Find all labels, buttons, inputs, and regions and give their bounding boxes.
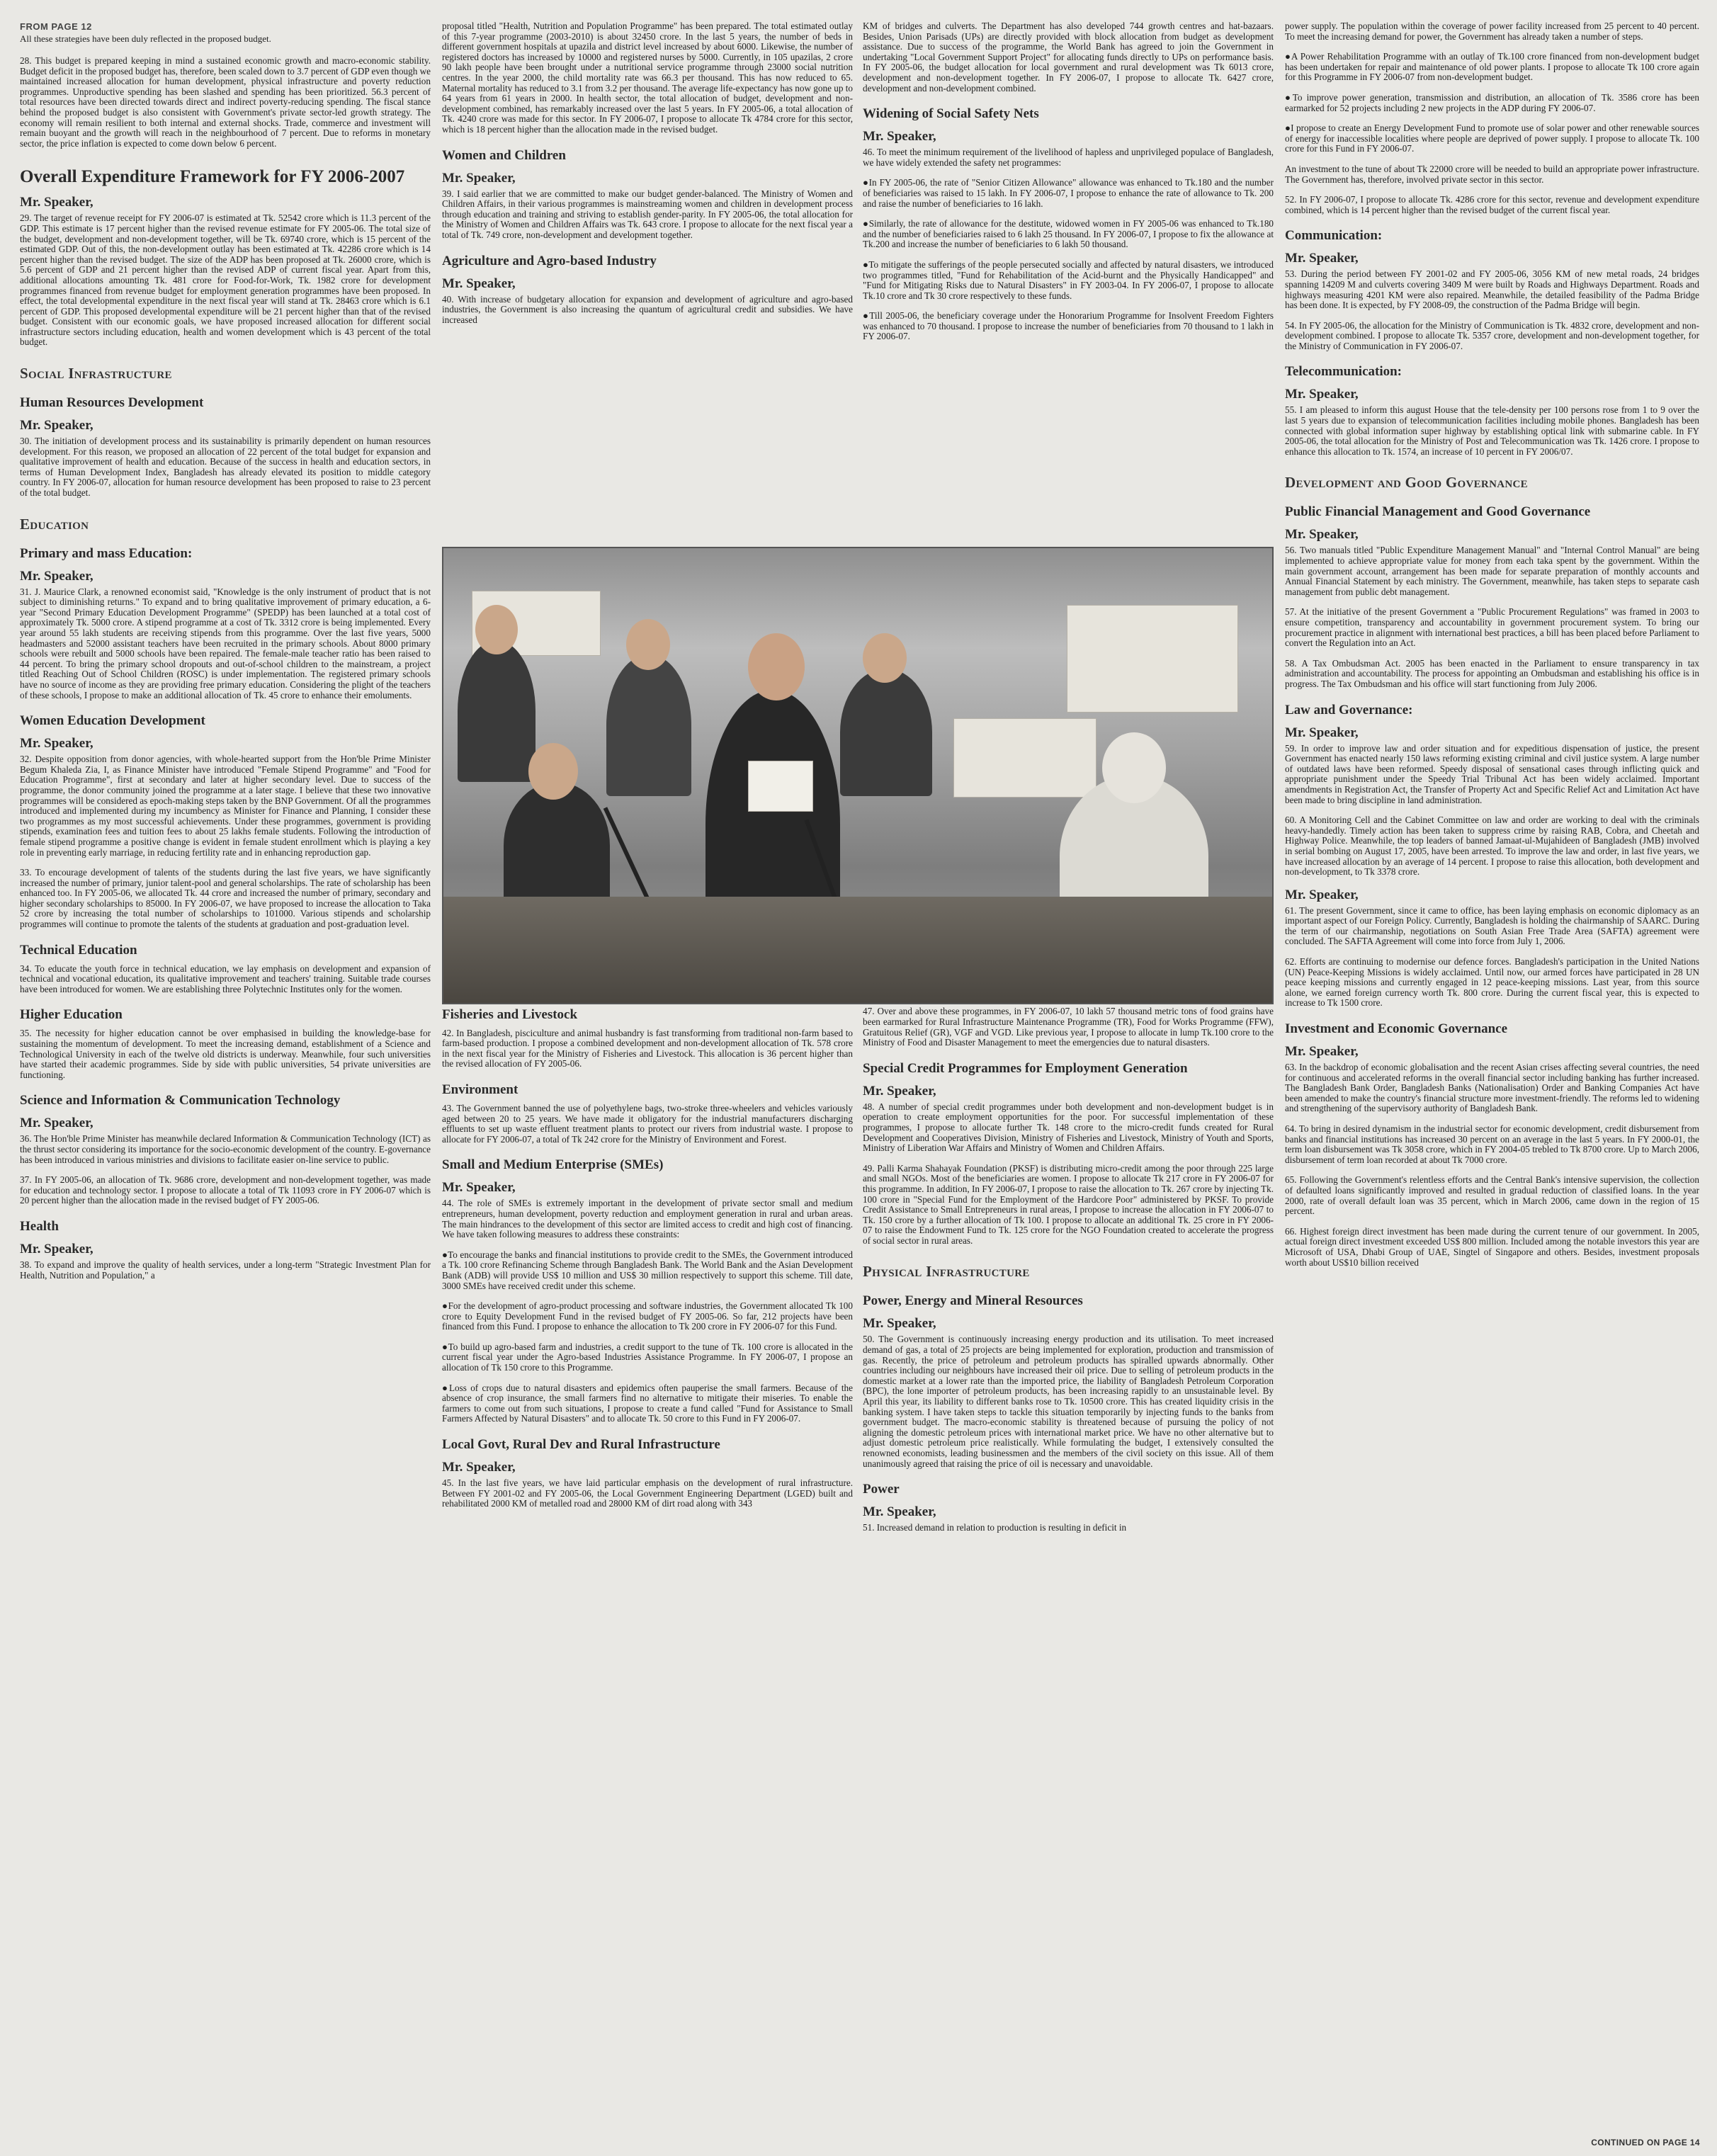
paragraph-40: 40. With increase of budgetary allocation for expansion and development of agriculture and agro-based industries, the Government is also increasing the quantum of agricultural credit and subsidies. We have increased	[442, 293, 853, 325]
paragraph-38: 38. To expand and improve the quality of health services, under a long-term "Strategic Investment Plan for Health, Nutrition and Population," a	[20, 1259, 431, 1281]
parliament-photo	[442, 547, 1274, 1004]
paragraph-31: 31. J. Maurice Clark, a renowned economist said, "Knowledge is the only instrument of product that is not subject to diminishing returns." To expand and to bring qualitative improvement of primary education, a 6-year "Second Primary Education Development Programme" (SPEDP) has been launched at a total cost of approximately Tk. 5000 crore. A stipend programme at a cost of Tk. 3312 crore is being implemented. Every year around 55 lakh students are receiving stipends from this programme. Over the last five years, 5000 headmasters and 52000 assistant teachers have been recruited in the primary schools. About 8000 primary schools were rebuilt and 5000 schools have been repaired. The female-male teacher ratio has been raised to 44 percent. To bring the primary school dropouts and out-of-school children to the mainstream, a project titled Reaching Out of School Children (ROSC) is under implementation. The registered primary schools have no source of income as they are providing free primary education. Considering the plight of the teachers of these schools, I propose to make an additional allocation of Tk. 45 crore to enhance their emoluments.	[20, 586, 431, 700]
heading-higher-education: Higher Education	[20, 1007, 123, 1023]
heading-law-governance: Law and Governance:	[1285, 702, 1413, 717]
speaker-label: Mr. Speaker,	[442, 1460, 516, 1475]
paragraph-58: 58. A Tax Ombudsman Act. 2005 has been enacted in the Parliament to ensure transparency in tax administration and accountability. The process for appointing an Ombudsman and establishing his office is in progress. The Tax Ombudsman and his office will start functioning from July 2006.	[1285, 657, 1699, 689]
paragraph-52: 52. In FY 2006-07, I propose to allocate Tk. 4286 crore for this sector, revenue and development expenditure combined, which is 14 percent higher than the revised budget of the current fiscal year.	[1285, 194, 1699, 215]
paragraph-50: 50. The Government is continuously increasing energy production and its utilisation. To meet increased demand of gas, a total of 25 projects are being implemented for exploration, production and transmission of gas. Recently, the price of petroleum and petroleum products has spiralled upwards abnormally. Other countries including our neighbours have increased their oil price. Due to selling of petroleum products in the domestic market at a lower rate than the imported price, the liability of Bangladesh Petroleum Corporation (BPC), the lone importer of petroleum products, has been increasing rapidly to an unsustainable level. By April this year, its liability to different banks rose to Tk. 10500 crore. This has created liquidity crisis in the banking system. I have taken steps to tackle this situation temporarily by injecting funds to the banks from government budget. The macro-economic stability is threatened because of pursuing the policy of not aligning the domestic petroleum prices with international market price. We have no other alternative but to adjust domestic petroleum price realistically. While formulating the budget, I extensively consulted the renowned economists, leading businessmen and the members of the civil society on this issue. All of them unanimously agreed that raising the price of oil is necessary and unavoidable.	[863, 1334, 1274, 1469]
category-education: Education	[20, 515, 89, 533]
person-figure	[458, 640, 536, 782]
speaker-label: Mr. Speaker,	[1285, 527, 1359, 543]
lead-line: All these strategies have been duly reflected in the proposed budget.	[20, 33, 271, 44]
speaker-label: Mr. Speaker,	[20, 418, 94, 433]
paragraph-34: 34. To educate the youth force in technical education, we lay emphasis on development and expansion of technical and vocational education, its qualitative improvement and teachers' training. Suitable trade courses have been introduced for women. We are establishing three Polytechnic Institutes only for the women.	[20, 963, 431, 994]
paragraph-45: 45. In the last five years, we have laid particular emphasis on the development of rural infrastructure. Between FY 2001-02 and FY 2005-06, the Local Government Engineering Department (LGED) built and rehabilitated 2000 KM of metalled road and 28000 KM of dirt road along with 343	[442, 1477, 853, 1509]
continued-label: CONTINUED ON PAGE 14	[1591, 2138, 1700, 2148]
heading-special-credit: Special Credit Programmes for Employment Generation	[863, 1060, 1188, 1076]
person-head	[475, 605, 518, 654]
paragraph-32: 32. Despite opposition from donor agencies, with whole-hearted support from the Hon'ble Prime Minister Begum Khaleda Zia, I, as Finance Minister have introduced "Female Stipend Programme" and "Food for Education Programme", first at secondary and later at higher secondary level. Due to success of the programme, the donor community joined the programme at a later stage. I believe that these two innovative programmes will be considered as epoch-making steps taken by the BNP Government. Of all the programmes introduced and implemented during my incumbency as Minister for Finance and Planning, I consider these two programmes as my most successful achievements. Under these programmes, government is providing stipends, examination fees and tuition fees to about 25 lakhs female students. Following the introduction of female stipend programme a positive change is evident in female student enrollment which is playing a key role in preventing early marriage, in reducing fertility rate and in enhancing reproduction gap.	[20, 754, 431, 858]
paragraph-30: 30. The initiation of development process and its sustainability is primarily dependent on human resources development. For this reason, we proposed an allocation of 22 percent of the total budget for expansion and qualitative improvement of health and education. Because of the success in health and education sectors, in terms of Human Development Index, Bangladesh has already elevated its position to middle category country. In FY 2006-07, allocation for human resource development has been proposed to raise to 23 percent of the total budget.	[20, 436, 431, 499]
speaker-label: Mr. Speaker,	[1285, 251, 1359, 266]
speaker-label: Mr. Speaker,	[442, 1180, 516, 1196]
speaker-label: Mr. Speaker,	[1285, 1044, 1359, 1060]
bullet-46b: ● Similarly, the rate of allowance for the destitute, widowed women in FY 2005-06 was enhanced to Tk.180 and the number of beneficiaries raised to 6 lakh 25 thousand. In FY 2006-07, I propose to fix the allowance at Tk.200 and increase the number of beneficiaries to 6 lakh 50 thousand.	[863, 219, 1274, 250]
paragraph-45-cont: KM of bridges and culverts. The Department has also developed 744 growth centres and hat-bazaars. Besides, Union Parisads (UPs) are directly provided with block allocation from budget as development assistance. Due to success of the programme, the World Bank has agreed to join the Government in undertaking "Local Government Support Project" for allocating funds directly to UPs on performance basis. In FY 2005-06, the budget allocation for local government and rural development was Tk 6013 crore, development and non-development together. In FY 2006-07, I propose to allocate Tk. 6427 crore, development and non-development combined.	[863, 21, 1274, 93]
paragraph-55: 55. I am pleased to inform this august House that the tele-density per 100 persons rose from 1 to 9 over the last 5 years due to expansion of telecommunication facilities including mobile phones. Bangladesh has been connected with global information super highway by establishing optical link with submarine cable. In FY 2005-06, the total allocation for the Ministry of Post and Telecommunication was Tk. 1426 crore. I propose to enhance this allocation to Tk. 1574, an increase of 10 percent in FY 2006/07.	[1285, 404, 1699, 457]
speaker-label: Mr. Speaker,	[20, 736, 94, 751]
paper-stack	[953, 718, 1096, 798]
category-physical-infrastructure: Physical Infrastructure	[863, 1263, 1030, 1281]
paragraph-51-investment: An investment to the tune of about Tk 22000 crore will be needed to build an appropriate power infrastructure. The Government has, therefore, involved private sector in this sector.	[1285, 163, 1699, 185]
speaker-label: Mr. Speaker,	[863, 1316, 936, 1332]
speaker-head	[748, 633, 805, 700]
speaker-label: Mr. Speaker,	[1285, 387, 1359, 402]
paragraph-60: 60. A Monitoring Cell and the Cabinet Committee on law and order are working to deal with the criminals heavy-handedly. Timely action has been taken to suppress crime by raising RAB, Cobra, and Cheetah and Highway Police. Meanwhile, the top leaders of banned Jamaat-ul-Mujahideen of Bangladesh (JMB) involved in serial bombing on August 17, 2005, have been arrested. To improve the law and order, in last five years, we have increased allocation by an average of 14 percent. I propose to raise this allocation, both development and non-development, to Tk 3378 crore.	[1285, 815, 1699, 878]
speaker-label: Mr. Speaker,	[20, 568, 94, 584]
category-development-governance: Development and Good Governance	[1285, 474, 1528, 492]
person-head	[863, 633, 907, 683]
paragraph-62: 62. Efforts are continuing to modernise our defence forces. Bangladesh's participation in the United Nations (UN) Peace-Keeping Missions is widely acclaimed. Until now, our armed forces have participated in 28 UN peace keeping missions and currently engaged in 12 peace-keeping missions. Last year, from this source alone, we earned foreign currency worth Tk. 800 crore. During the current fiscal year, this is expected to increase to Tk 1500 crore.	[1285, 956, 1699, 1009]
column-4	[1285, 21, 1699, 1278]
bullet-46c: ● To mitigate the sufferings of the people persecuted socially and affected by natural disasters, we introduced two programmes titled, "Fund for Rehabilitation of the Acid-burnt and the Physically Handicapped" and "Fund for Mitigating Risks due to Natural Disasters" in FY 2003-04. In FY 2006-07, I propose to allocate Tk.10 crore and Tk 30 crore respectively to these funds.	[863, 260, 1274, 301]
microphone	[604, 807, 650, 898]
paragraph-47: 47. Over and above these programmes, in FY 2006-07, 10 lakh 57 thousand metric tons of food grains have been earmarked for Rural Infrastructure Maintenance Programme (TR), Food for Works Programme (FFW), Gratuitous Relief (GR), VGF and VGD. Like previous year, I propose to allocate in lump Tk.100 crore to the Ministry of Food and Disaster Management to meet the emergencies due to natural disasters.	[863, 1006, 1274, 1048]
paragraph-42: 42. In Bangladesh, pisciculture and animal husbandry is fast transforming from traditional non-farm based to farm-based production. I propose a combined development and non-development allocation of Tk. 578 crore in the next fiscal year for the Ministry of Fisheries and Livestock. This allocation is 36 percent higher than the revised allocation of FY 2005-06.	[442, 1027, 853, 1070]
paragraph-36: 36. The Hon'ble Prime Minister has meanwhile declared Information & Communication Technology (ICT) as the thrust sector considering its importance for the socio-economic development of the country. E-governance has been introduced in various ministries and divisions to facilitate easier on-line service to public.	[20, 1133, 431, 1165]
heading-women-children: Women and Children	[442, 147, 566, 163]
speaker-label: Mr. Speaker,	[863, 1083, 936, 1099]
heading-health: Health	[20, 1218, 59, 1234]
bullet-44d: ● Loss of crops due to natural disasters and epidemics often pauperise the small farmers. Because of the absence of crop insurance, the small farmers find no alternative to mitigate their miseries. To enable the farmers to come out from such situations, I propose to create a fund called "Fund for Assistance to Small Farmers Affected by Natural Disasters" and to allocate Tk. 50 crore to this Fund in FY 2006-07.	[442, 1383, 853, 1424]
heading-power-energy: Power, Energy and Mineral Resources	[863, 1293, 1083, 1309]
person-figure	[504, 782, 610, 909]
heading-public-financial-management: Public Financial Management and Good Governance	[1285, 504, 1591, 520]
speaker-label: Mr. Speaker,	[442, 170, 516, 186]
paragraph-33: 33. To encourage development of talents of the students during the last five years, we have significantly increased the number of primary, junior talent-pool and general scholarships. The rate of scholarship has been enhanced too. In FY 2005-06, we allocated Tk. 44 crore and increased the number of primary, secondary and higher secondary scholarships to 85000. In FY 2006-07, we have proposed to increase the allocation to Taka 52 crore by increasing the total number of scholarships to 101000. Various stipends and scholarship programmes will continue to promote the talents of the students at graduation and post-graduation level.	[20, 867, 431, 930]
speaker-label: Mr. Speaker,	[863, 129, 936, 144]
heading-fisheries: Fisheries and Livestock	[442, 1006, 578, 1022]
heading-women-education: Women Education Development	[20, 713, 205, 729]
desk	[443, 897, 1272, 1003]
bullet-44c: ● To build up agro-based farm and industries, a credit support to the tune of Tk. 100 crore is allocated in the current fiscal year under the Agro-based Industries Assistance Programme. In FY 2006-07, I propose an allocation of Tk 150 crore to this Programme.	[442, 1342, 853, 1373]
bullet-46d: ● Till 2005-06, the beneficiary coverage under the Honorarium Programme for Insolvent Freedom Fighters was enhanced to 70 thousand. I propose to increase the number of beneficiaries from 70 thousand to 1 lakh in FY 2006-07.	[863, 311, 1274, 342]
heading-agriculture: Agriculture and Agro-based Industry	[442, 253, 657, 268]
paragraph-28: 28. This budget is prepared keeping in mind a sustained economic growth and macro-economic stability. Budget deficit in the proposed budget has, therefore, been scaled down to 3.7 percent of GDP even though we maintained increased allocation for human development, physical infrastructure and poverty reduction programmes. Unproductive spending has been slashed and spending has been prioritized. 56.3 percent of total resources have been directed towards direct and indirect poverty-reducing spending. The fiscal stance behind the proposed budget is also consistent with Government's private sector-led growth strategy. The economy will remain resilient to both internal and external shocks. Trade, commerce and investment will remain buoyant and the growth will reach in the neighbourhood of 7 percent. Due to reforms in monetary sector, the price inflation is expected to come down below 6 percent.	[20, 55, 431, 149]
speaker-label: Mr. Speaker,	[20, 1241, 94, 1256]
person-figure	[606, 654, 691, 796]
speaker-label: Mr. Speaker,	[1285, 725, 1359, 740]
paragraph-43: 43. The Government banned the use of polyethylene bags, two-stroke three-wheelers and vehicles variously aged between 20 to 25 years. We have made it obligatory for the industrial manufacturers discharging effluents to set up waste effluent treatment plants to protect our rivers from industrial waste. I propose to allocate for FY 2006-07, a total of Tk 242 crore for the Ministry of Environment and Forest.	[442, 1102, 853, 1145]
paragraph-63: 63. In the backdrop of economic globalisation and the recent Asian crises affecting several countries, the need for continuous and accelerated reforms in the overall financial sector including banking has further increased. The Bangladesh Bank Order, Bangladesh Banks (Nationalisation) Order and Banking Companies Act have been amended to make the country's financial structure more investment-friendly. The reforms led to widening and strengthening of the supervisory authority of Bangladesh Bank.	[1285, 1062, 1699, 1114]
heading-science-ict: Science and Information & Communication Technology	[20, 1093, 341, 1108]
column-1	[20, 21, 431, 1290]
paragraph-49: 49. Palli Karma Shahayak Foundation (PKSF) is distributing micro-credit among the poor through 225 large and small NGOs. Most of the beneficiaries are women. I propose to allocate Tk 217 crore in FY 2006-07 for this programme. In addition, In FY 2006-07, I propose to raise the allocation to Tk. 267 crore by injecting Tk. 100 crore in "Special Fund for the Employment of the Hardcore Poor" administered by PKSF. To provide Credit Assistance to Small Entrepreneurs in rural areas, I propose to increase the allocation in FY 2006-07 to Tk. 150 crore by a further allocation of Tk 100. I propose to allocate an additional Tk. 25 crore in FY 2006-07 to raise the Endowment Fund to Tk. 125 crore for the NGO Foundation created to accelerate the progress of social sector in rural areas.	[863, 1162, 1274, 1246]
paragraph-51: 51. Increased demand in relation to production is resulting in deficit in	[863, 1522, 1127, 1533]
paragraph-39: 39. I said earlier that we are committed to make our budget gender-balanced. The Ministry of Women and Children Affairs, in their various programmes is mainstreaming women and children in development process through education and training and striving to establish gender-parity. In FY 2005-06, the total allocation for the Ministry of Women and Children Affairs was Tk. 643 crore. I propose to allocate for the next fiscal year a total of Tk. 749 crore, non-development and development together.	[442, 188, 853, 240]
paragraph-66: 66. Highest foreign direct investment has been made during the current tenure of our government. In 2005, actual foreign direct investment exceeded US$ 800 million. Included among the notable investors this year are Microsoft of USA, Dhabi Group of UAE, Singtel of Singapore and others. Besides, investment proposals worth about US$10 billion received	[1285, 1225, 1699, 1268]
speech-paper	[748, 761, 813, 812]
paragraph-29: 29. The target of revenue receipt for FY 2006-07 is estimated at Tk. 52542 crore which is 11.3 percent of the GDP. This estimate is 17 percent higher than the revised revenue estimate for FY 2005-06. The total size of the budget, development and non-development together, will be Tk. 69740 crore, which is 15 percent of the estimated GDP. Out of this, the non-development outlay has been estimated at Tk. 42286 crore which is 14 percent higher than the revised budget. The size of the ADP has been proposed at Tk. 26000 crore, which is 5.6 percent of GDP and 21 percent higher than the revised ADP of current fiscal year. Apart from this, additional allocations amounting Tk. 481 crore for Food-for-Work, Tk. 1982 crore for development programmes financed from revenue budget for employment generation programmes have been proposed. In effect, the total developmental expenditure in the next fiscal year will stand at Tk. 28463 crore which is 6.1 percent of GDP. This proposed developmental expenditure will be 21 percent higher than that of the revised budget. Consistent with our economic goals, we have proposed increased allocation for different social infrastructure sectors including education, health and women development which is 43 percent of the total budget.	[20, 212, 431, 348]
paragraph-57: 57. At the initiative of the present Government a "Public Procurement Regulations" was framed in 2003 to ensure competition, transparency and accountability in government procurement system. To bring our procurement practice in alignment with international best practices, a bill has been placed before Parliament to convert the Regulation into an Act.	[1285, 606, 1699, 649]
heading-telecommunication: Telecommunication:	[1285, 364, 1402, 380]
paragraph-46: 46. To meet the minimum requirement of the livelihood of hapless and unprivileged populace of Bangladesh, we have widely extended the safety net programmes:	[863, 147, 1274, 168]
bullet-46a: ● In FY 2005-06, the rate of "Senior Citizen Allowance" allowance was enhanced to Tk.180 and the number of beneficiaries was raised to 15 lakh. In FY 2006-07, I propose to enhance the rate of allowance to Tk. 200 and raise the number of beneficiaries to 16 lakh.	[863, 178, 1274, 209]
paper-stack	[1067, 605, 1238, 713]
paragraph-48: 48. A number of special credit programmes under both development and non-development budget is in operation to create employment opportunities for the poor. For successful implementation of these programmes, I propose to allocate further Tk. 148 crore to the micro-credit funds created for Rural Development and Cooperatives Division, Ministry of Fisheries and Livestock, Ministry of Youth and Sports, Ministry of Liberation War Affairs and Ministry of Women and Children Affairs.	[863, 1101, 1274, 1154]
from-page-label: FROM PAGE 12	[20, 21, 92, 32]
speaker-label: Mr. Speaker,	[20, 195, 94, 210]
paragraph-37: 37. In FY 2005-06, an allocation of Tk. 9686 crore, development and non-development together, was made for education and technology sector. I propose to allocate a total of Tk 11093 crore in FY 2006-07 which is 20 percent higher than the allocation made in the revised budget of FY 2005-06.	[20, 1174, 431, 1206]
paragraph-38-cont: proposal titled "Health, Nutrition and Population Programme" has been prepared. The total estimated outlay of this 7-year programme (2003-2010) is about 32450 crore. In the last 5 years, the number of beds in different government hospitals at upazila and district level increased by about 6000. Likewise, the number of registered doctors has increased by 10000 and registered nurses by 5000. Currently, in 105 upazilas, 2 crore 90 lakh people have been brought under a nutritional service programme through 23000 social nutrition centres. In the year 2000, the child mortality rate was 66.3 per thousand. This has now reduced to 65. Maternal mortality has reduced to 3.1 from 3.2 per thousand. The average life-expectancy has now gone up to 64 years from 61 years in 2000. In health sector, the total allocation of budget, development and non-development combined, has remarkably increased over the last 5 years. In FY 2005-06, a total allocation of Tk. 4240 crore was made for this sector. In FY 2006-07, I propose to allocate Tk 4784 crore for this sector, which is 18 percent higher than the allocation made in the revised budget.	[442, 21, 853, 135]
heading-local-govt: Local Govt, Rural Dev and Rural Infrastructure	[442, 1437, 720, 1453]
heading-overall-expenditure: Overall Expenditure Framework for FY 2006-2007	[20, 167, 405, 187]
paragraph-59: 59. In order to improve law and order situation and for expeditious dispensation of justice, the present Government has enacted nearly 150 laws reforming existing criminal and civil justice system. A large number of outdated laws have been reformed. Speedy disposal of sensational cases through inflicting quick and appropriate punishment under the Speedy Trial Tribunal Act has been widely acclaimed. Important amendments in Registration Act, the Transfer of Property Act and Specific Relief Act and Limitation Act have been made to bring discipline in land administration.	[1285, 742, 1699, 805]
heading-environment: Environment	[442, 1082, 518, 1097]
speaker-label: Mr. Speaker,	[442, 276, 516, 291]
paragraph-51-cont: power supply. The population within the coverage of power facility increased from 25 percent to 40 percent. To meet the increasing demand for power, the Government has already taken a number of steps.	[1285, 21, 1699, 42]
paragraph-56: 56. Two manuals titled "Public Expenditure Management Manual" and "Internal Control Manual" are being implemented to achieve appropriate value for money from each taka spent by the government. Within the main government account, arrangement has been made for separate preparation of monthly accounts and Annual Financial Statement by each ministry. The Government, meanwhile, has taken steps to separate cash management from public debt management.	[1285, 545, 1699, 597]
heading-sme: Small and Medium Enterprise (SMEs)	[442, 1157, 664, 1173]
heading-investment-governance: Investment and Economic Governance	[1285, 1021, 1508, 1037]
person-head	[626, 619, 670, 670]
heading-communication: Communication:	[1285, 228, 1383, 244]
bullet-44a: ● To encourage the banks and financial institutions to provide credit to the SMEs, the Government introduced a Tk. 100 crore Refinancing Scheme through Bangladesh Bank. The World Bank and the Asian Development Bank (ADB) will provide US$ 10 million and US$ 30 million respectively to support this scheme. Till date, 3000 SMEs have received credit under this scheme.	[442, 1250, 853, 1291]
person-figure	[840, 669, 932, 796]
speaker-label: Mr. Speaker,	[20, 1116, 94, 1131]
bullet-51a: ● A Power Rehabilitation Programme with an outlay of Tk.100 crore financed from non-development budget has been undertaken for repair and maintenance of old power plants. I propose to allocate Tk 100 crore again for this Programme in FY 2006-07 from non-development budget.	[1285, 52, 1699, 83]
heading-power: Power	[863, 1482, 900, 1497]
heading-safety-nets: Widening of Social Safety Nets	[863, 106, 1039, 122]
paragraph-54: 54. In FY 2005-06, the allocation for the Ministry of Communication is Tk. 4832 crore, development and non-development combined. I propose to allocate Tk. 5357 crore, development and non-development together, for the Ministry of Communication in FY 2006-07.	[1285, 319, 1699, 351]
paragraph-44: 44. The role of SMEs is extremely important in the development of private sector small and medium entrepreneurs, human development, poverty reduction and employment generation in rural and urban areas. The main hindrances to the development of this sector are limited access to credit and high cost of financing. We have taken following measures to address these constraints:	[442, 1198, 853, 1240]
heading-technical-education: Technical Education	[20, 942, 137, 958]
paragraph-35: 35. The necessity for higher education cannot be over emphasised in building the knowledge-base for sustaining the momentum of development. To meet the increasing demand, establishment of a Science and Technological University in each of the twelve old districts is underway. Meanwhile, four such universities have started their academic programmes. Side by side with public universities, 54 private universities are functioning.	[20, 1028, 431, 1080]
paragraph-65: 65. Following the Government's relentless efforts and the Central Bank's intensive supervision, the collection of defaulted loans significantly improved and resulted in gradual reduction of classified loans. In the year 2000, rate of overall default loan was 35 percent, which in March 2006, came down in the region of 15 percent.	[1285, 1174, 1699, 1217]
speaker-label: Mr. Speaker,	[863, 1504, 936, 1520]
person-head	[528, 743, 578, 800]
category-social-infrastructure: Social Infrastructure	[20, 365, 172, 382]
heading-hrd: Human Resources Development	[20, 395, 204, 411]
person-head	[1102, 732, 1166, 803]
speaker-label: Mr. Speaker,	[1285, 887, 1359, 902]
bullet-44b: ● For the development of agro-product processing and software industries, the Government allocated Tk 100 crore to Equity Development Fund in the revised budget of FY 2005-06. So far, 212 projects have been financed from this Fund. I propose to enhance the allocation to Tk 200 crore in FY 2006-07 for this Fund.	[442, 1301, 853, 1332]
paragraph-61: 61. The present Government, since it came to office, has been laying emphasis on economic diplomacy as an important aspect of our Foreign Policy. Currently, Bangladesh is holding the chairmanship of SAARC. During the term of our chairmanship, negotiations on South Asian Free Trade Area (SAFTA) agreement were concluded. The SAFTA Agreement will come into force from July 1, 2006.	[1285, 904, 1699, 947]
paragraph-53: 53. During the period between FY 2001-02 and FY 2005-06, 3056 KM of new metal roads, 24 bridges spanning 14209 M and culverts covering 3409 M were built by Roads and Highways Department. Roads and highways measuring 4201 KM were also repaired. Meanwhile, the detailed feasibility of the Padma Bridge has been done. It is expected, by FY 2008-09, the construction of the Padma Bridge will begin.	[1285, 268, 1699, 311]
heading-primary-education: Primary and mass Education:	[20, 545, 193, 561]
bullet-51b: ● To improve power generation, transmission and distribution, an allocation of Tk. 3586 crore has been earmarked for 52 projects including 2 new projects in the ADP during FY 2006-07.	[1285, 93, 1699, 113]
bullet-51c: ● I propose to create an Energy Development Fund to promote use of solar power and other renewable sources of energy for inaccessible localities where people are deprived of power supply. I propose to allocate Tk. 100 crore for this Fund in FY 2006-07.	[1285, 123, 1699, 154]
paragraph-64: 64. To bring in desired dynamism in the industrial sector for economic development, credit disbursement from banks and financial institutions has increased 30 percent on an average in the last 5 years. In FY 2000-01, the term loan disbursement was Tk 3058 crore, which in FY 2004-05 trebled to Tk 8700 crore. Up to March 2006, disbursement of term loan recorded at about Tk 7000 crore.	[1285, 1123, 1699, 1165]
